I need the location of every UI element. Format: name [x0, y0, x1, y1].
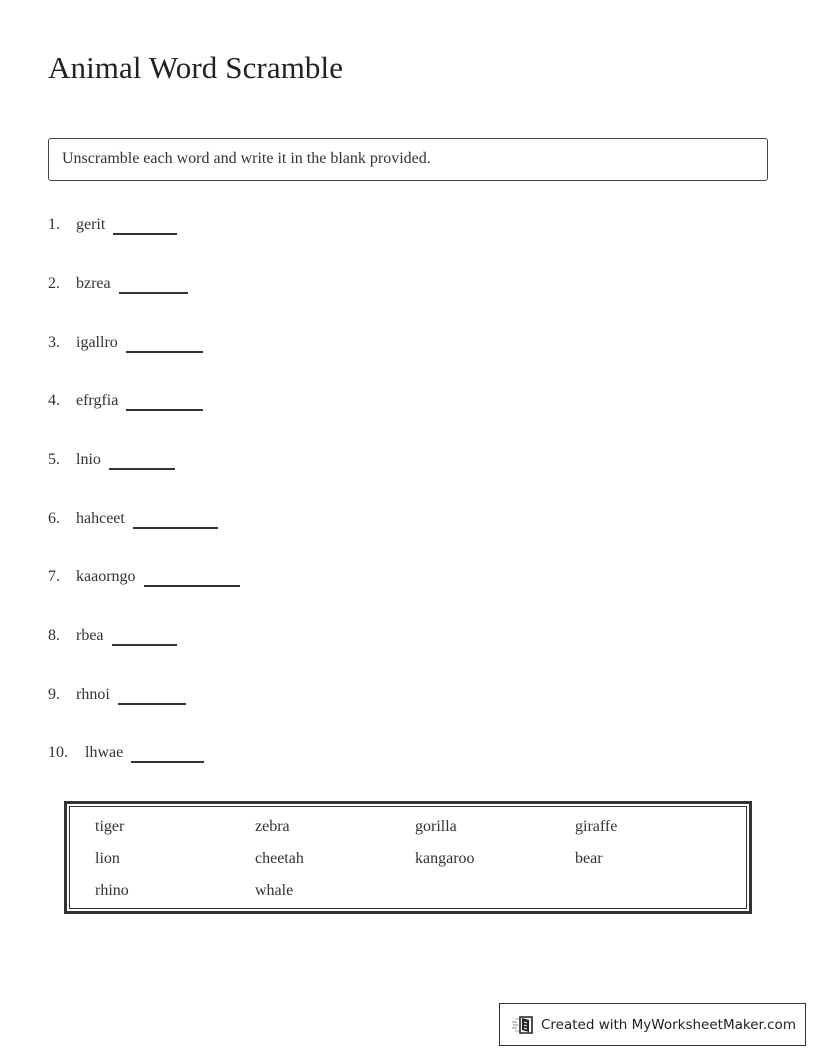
item-number: 3. — [48, 334, 60, 351]
word-bank-word: zebra — [255, 818, 290, 835]
answer-blank[interactable] — [126, 409, 203, 411]
answer-blank[interactable] — [113, 233, 177, 235]
item-number: 10. — [48, 744, 68, 761]
scramble-item — [48, 627, 177, 645]
scramble-item — [48, 392, 203, 410]
scrambled-word: rbea — [76, 627, 104, 644]
worksheet-maker-logo-icon — [512, 1015, 534, 1035]
scrambled-word: hahceet — [76, 510, 125, 527]
scrambled-word: kaaorngo — [76, 568, 136, 585]
scramble-item — [48, 275, 188, 293]
item-number: 2. — [48, 275, 60, 292]
word-bank-word: tiger — [95, 818, 125, 835]
scrambled-word: rhnoi — [76, 686, 110, 703]
item-number: 6. — [48, 510, 60, 527]
credit-badge[interactable] — [499, 1003, 806, 1046]
scramble-item — [48, 744, 204, 762]
answer-blank[interactable] — [112, 644, 177, 646]
word-bank-word: rhino — [95, 882, 129, 899]
item-number: 8. — [48, 627, 60, 644]
scramble-item — [48, 568, 240, 586]
answer-blank[interactable] — [126, 351, 203, 353]
scrambled-word: igallro — [76, 334, 118, 351]
word-bank-word: lion — [95, 850, 120, 867]
scramble-item — [48, 686, 186, 704]
answer-blank[interactable] — [109, 468, 175, 470]
word-bank — [64, 801, 752, 914]
answer-blank[interactable] — [131, 761, 204, 763]
word-bank-inner — [69, 806, 747, 909]
scramble-item — [48, 510, 218, 528]
scrambled-word: gerit — [76, 216, 106, 233]
answer-blank[interactable] — [119, 292, 188, 294]
scrambled-word: bzrea — [76, 275, 111, 292]
scramble-item — [48, 451, 175, 469]
answer-blank[interactable] — [118, 703, 186, 705]
item-number: 1. — [48, 216, 60, 233]
item-number: 7. — [48, 568, 60, 585]
item-number: 4. — [48, 392, 60, 409]
word-bank-word: whale — [255, 882, 294, 899]
answer-blank[interactable] — [133, 527, 218, 529]
instructions-box: Unscramble each word and write it in the blank provided. — [48, 138, 768, 181]
word-bank-word: cheetah — [255, 850, 304, 867]
scramble-item — [48, 216, 177, 234]
page-title: Animal Word Scramble — [48, 50, 344, 85]
word-bank-word: gorilla — [415, 818, 457, 835]
scrambled-word: lhwae — [85, 744, 124, 761]
word-bank-word: kangaroo — [415, 850, 475, 867]
word-bank-word: giraffe — [575, 818, 618, 835]
item-number: 9. — [48, 686, 60, 703]
word-bank-word: bear — [575, 850, 603, 867]
credit-text: Created with MyWorksheetMaker.com — [541, 1016, 796, 1033]
scrambled-word: lnio — [76, 451, 101, 468]
scrambled-word: efrgfia — [76, 392, 119, 409]
answer-blank[interactable] — [144, 585, 240, 587]
scramble-item — [48, 334, 203, 352]
item-number: 5. — [48, 451, 60, 468]
